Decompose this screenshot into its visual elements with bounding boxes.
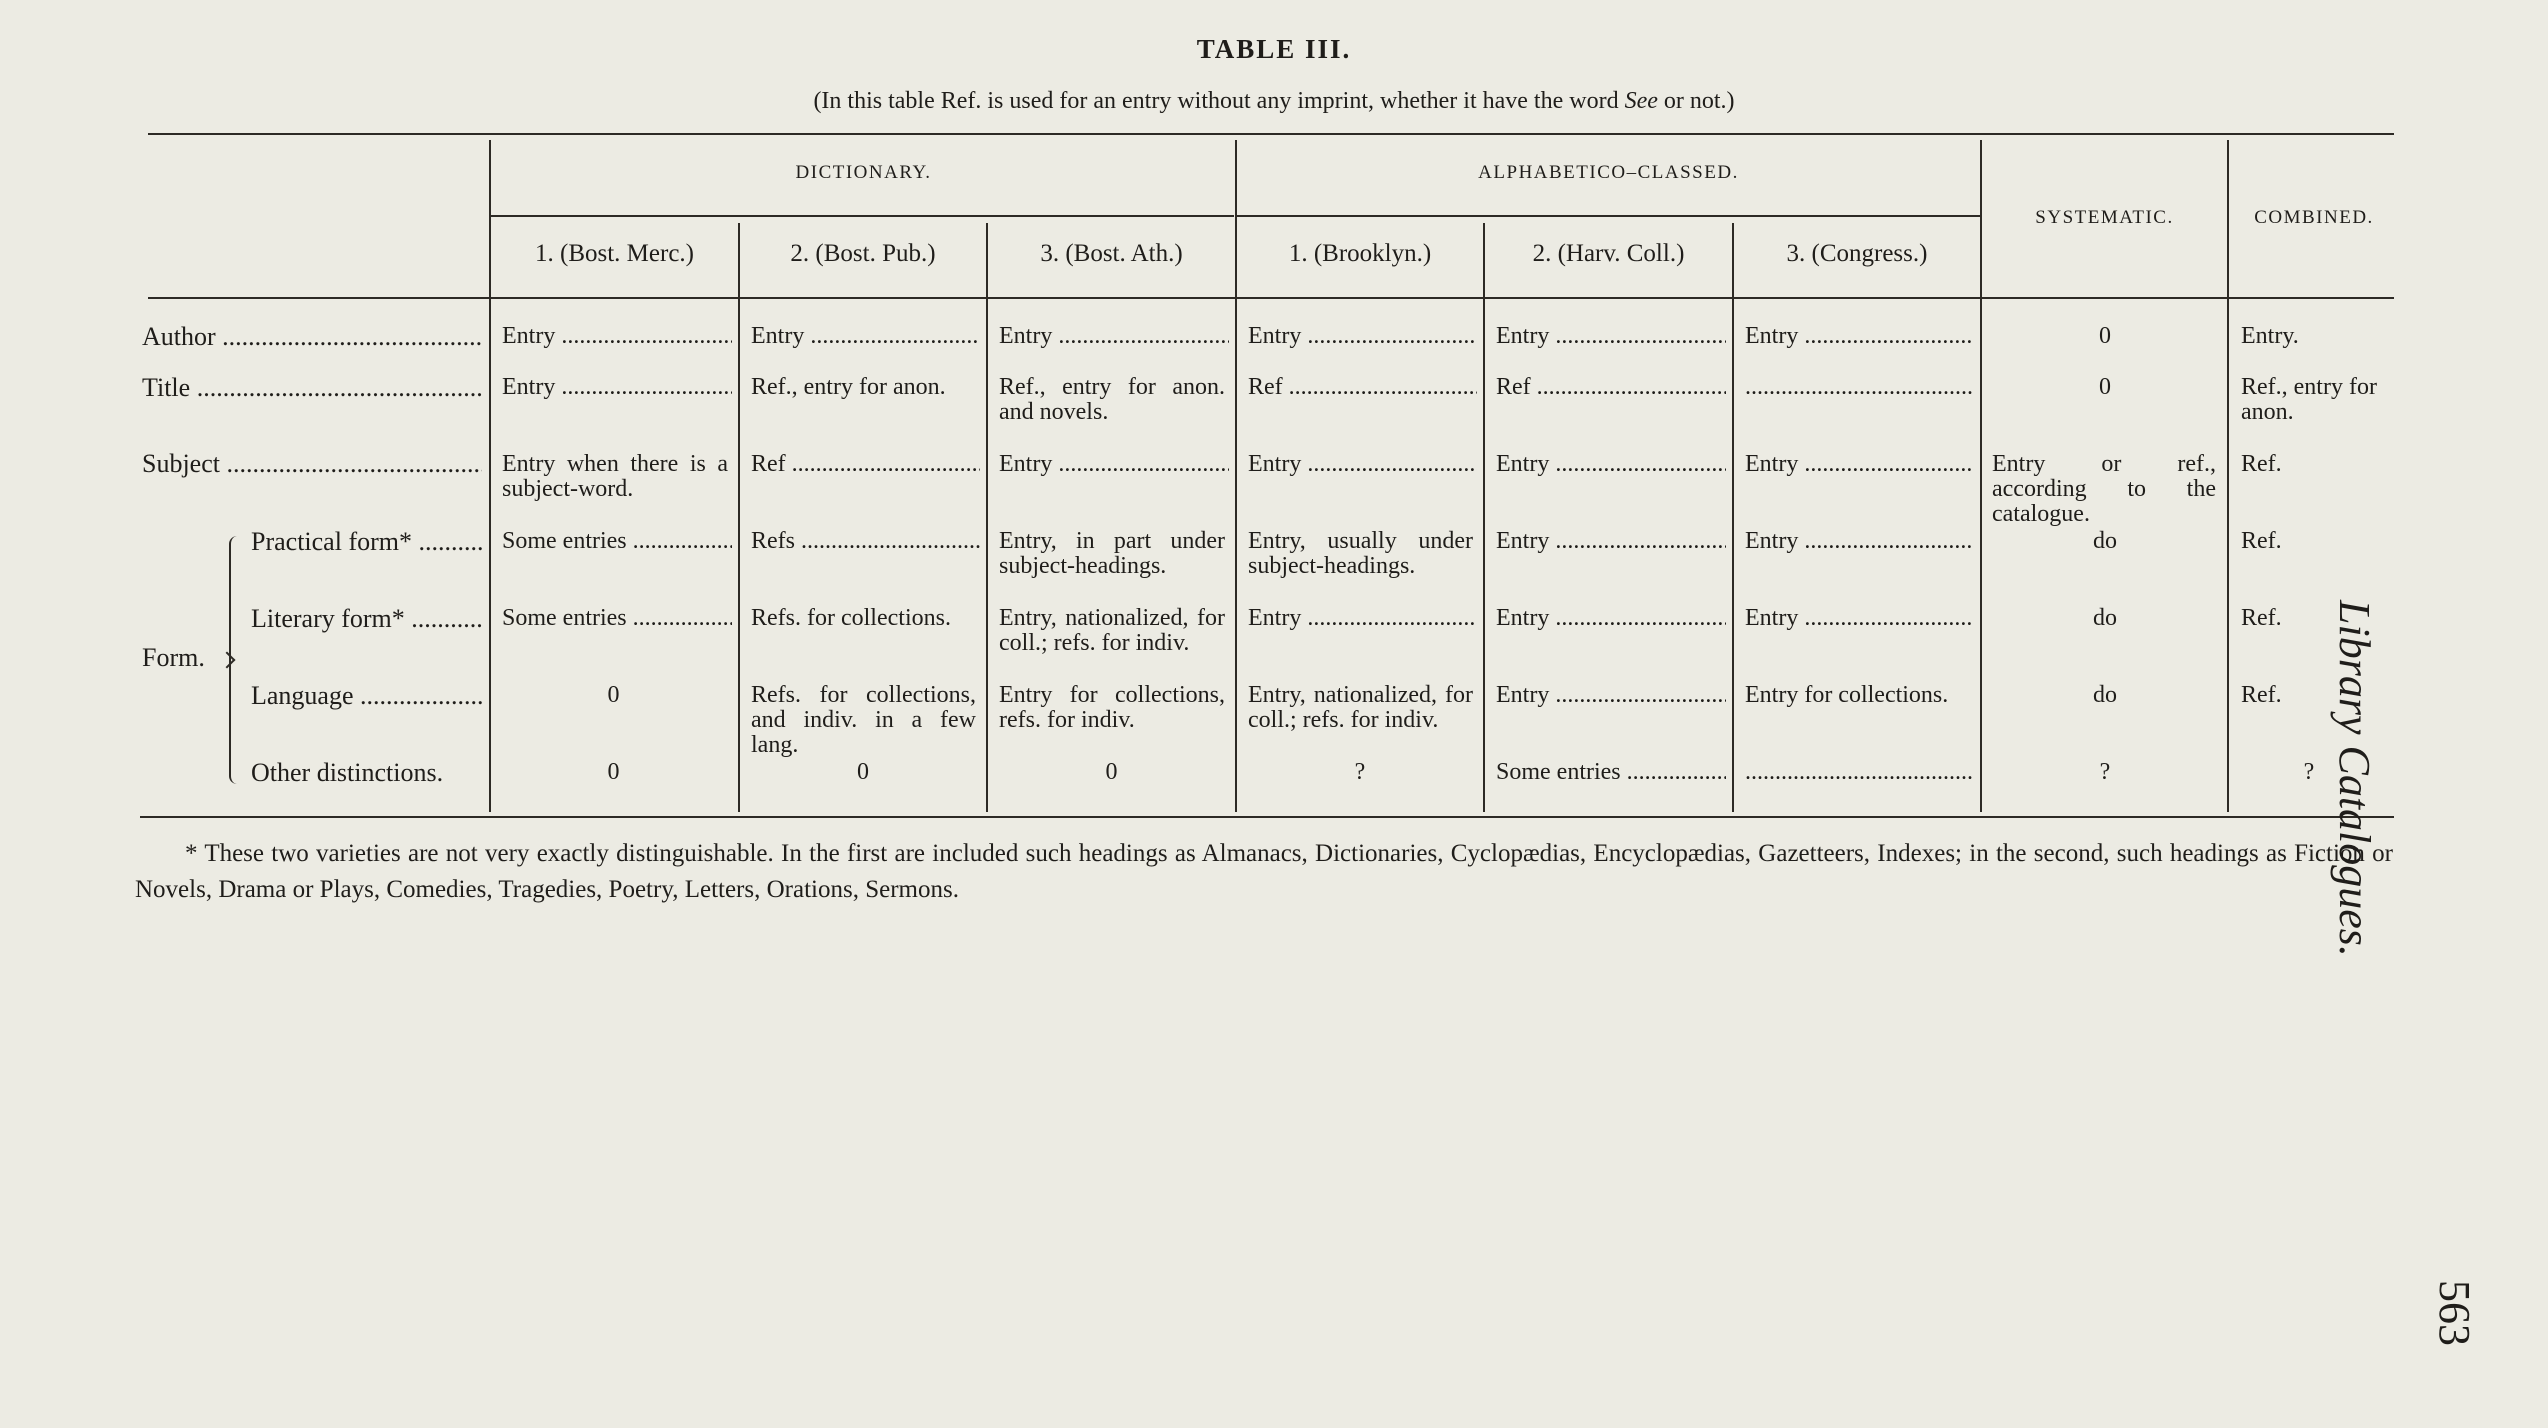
column-header: 3. (Congress.) — [1786, 240, 1928, 267]
group-header-dictionary: DICTIONARY. — [795, 162, 932, 183]
table-cell: 0 — [607, 683, 620, 708]
table-cell: Entry ..... — [1496, 683, 1726, 708]
table-cell: 0 — [1105, 760, 1118, 785]
table-title: TABLE III. — [1196, 34, 1352, 64]
column-header: 2. (Bost. Pub.) — [790, 240, 936, 267]
column-divider — [1732, 223, 1734, 812]
table-cell: Entry or ref., according to the catalogue. — [1992, 452, 2216, 527]
table-cell: Entry ..... — [751, 324, 980, 349]
table-cell: ? — [1354, 760, 1366, 785]
table-cell: Some entries ..... — [502, 529, 732, 554]
table-cell: Ref. — [2241, 683, 2282, 708]
table-cell: do — [2093, 606, 2117, 631]
table-cell: Ref ..... — [1248, 375, 1477, 400]
footnote: * These two varieties are not very exactly distinguishable. In the first are included such headings as Almanacs, Dictionaries, Cyclopædias, Encyclopædias, Gazetteers, Indexes; in the second, such headings as Fiction or Novels, Drama or Plays, Comedies, Tragedies, Poetry, Letters, Orations, Sermons. — [135, 840, 2393, 903]
table-cell: Entry ..... — [999, 324, 1229, 349]
table-cell: Entry ..... — [1248, 606, 1477, 631]
table-cell: 0 — [2099, 375, 2111, 400]
table-cell: do — [2093, 683, 2117, 708]
column-header: 3. (Bost. Ath.) — [1040, 240, 1183, 267]
column-divider — [738, 223, 740, 812]
running-head: Library Catalogues. — [2330, 600, 2379, 957]
column-divider — [1483, 223, 1485, 812]
table-cell: 0 — [607, 760, 620, 785]
table-cell: Some entries ..... — [1496, 760, 1726, 785]
table-cell: Ref. — [2241, 529, 2282, 554]
table-subtitle: (In this table Ref. is used for an entry without any imprint, whether it have the word See or not.) — [813, 88, 1735, 114]
table-cell: Refs. for collections, and indiv. in a few lang. — [751, 683, 976, 758]
table-cell: Refs ..... — [751, 529, 980, 554]
group-header-systematic: SYSTEMATIC. — [2035, 207, 2174, 228]
row-label-practical-form: Practical form* ..... — [251, 527, 482, 557]
group-header-alphabetico-classed: ALPHABETICO–CLASSED. — [1478, 162, 1739, 183]
table-cell: Entry ..... — [1496, 606, 1726, 631]
row-label-title: Title ..... — [142, 373, 482, 403]
table-cell: Entry when there is a subject-word. — [502, 452, 728, 502]
table-cell: Entry ..... — [1496, 452, 1726, 477]
form-group-label: Form. — [142, 643, 205, 672]
table-cell: Entry. — [2241, 324, 2299, 349]
column-divider — [1980, 140, 1982, 812]
table-cell: Entry ..... — [502, 324, 732, 349]
table-cell: Ref. — [2241, 452, 2282, 477]
group-rule-dictionary — [491, 215, 1234, 217]
table-cell: Entry for collections, refs. for indiv. — [999, 683, 1225, 733]
table-cell: ? — [2099, 760, 2111, 785]
table-cell: Ref. — [2241, 606, 2282, 631]
table-cell — [1745, 375, 1974, 400]
row-label-other-distinctions: Other distinctions. — [251, 758, 444, 787]
table-cell: Entry ..... — [1745, 452, 1974, 477]
column-divider — [986, 223, 988, 812]
bottom-rule — [140, 816, 2394, 818]
table-cell: Entry ..... — [1248, 452, 1477, 477]
column-header: 1. (Brooklyn.) — [1288, 240, 1432, 267]
table-cell: Entry for collections. — [1745, 683, 1949, 708]
table-cell: Some entries ..... — [502, 606, 732, 631]
table-cell: Entry ..... — [1496, 324, 1726, 349]
table-cell: Entry ..... — [502, 375, 732, 400]
table-cell: Entry ..... — [1248, 324, 1477, 349]
table-cell: Ref., entry for anon. and novels. — [999, 375, 1225, 425]
table-cell: 0 — [2099, 324, 2111, 349]
table-cell: Refs. for collections. — [751, 606, 951, 631]
header-rule — [148, 297, 2394, 299]
table-cell: ? — [2303, 760, 2315, 785]
table-cell: Entry ..... — [1496, 529, 1726, 554]
table-cell: Ref ..... — [751, 452, 980, 477]
table-cell: Entry, usually under subject-headings. — [1248, 529, 1473, 579]
column-header: 1. (Bost. Merc.) — [535, 240, 694, 267]
table-cell: Entry ..... — [999, 452, 1229, 477]
group-rule-alphabetico — [1237, 215, 1980, 217]
table-cell: Entry ..... — [1745, 529, 1974, 554]
row-label-subject: Subject ..... — [142, 449, 482, 479]
table-cell: Ref., entry for anon. — [751, 375, 946, 400]
row-label-literary-form: Literary form* ..... — [251, 604, 482, 634]
group-header-combined: COMBINED. — [2254, 207, 2374, 228]
table-cell: Entry ..... — [1745, 324, 1974, 349]
row-label-author: Author ..... — [142, 322, 482, 352]
column-header: 2. (Harv. Coll.) — [1532, 240, 1685, 267]
table-cell: Ref., entry for anon. — [2241, 375, 2377, 425]
table-cell: Ref ..... — [1496, 375, 1726, 400]
page-number: 563 — [2430, 1280, 2479, 1346]
table-cell: Entry, in part under subject-headings. — [999, 529, 1225, 579]
table-cell: do — [2093, 529, 2117, 554]
table-cell — [1745, 760, 1974, 785]
table-cell: 0 — [857, 760, 869, 785]
table-cell: Entry ..... — [1745, 606, 1974, 631]
row-label-language: Language ..... — [251, 681, 482, 711]
column-divider — [2227, 140, 2229, 812]
table-cell: Entry, nationalized, for coll.; refs. for indiv. — [1248, 683, 1473, 733]
top-rule — [148, 133, 2394, 135]
table-cell: Entry, nationalized, for coll.; refs. for indiv. — [999, 606, 1225, 656]
